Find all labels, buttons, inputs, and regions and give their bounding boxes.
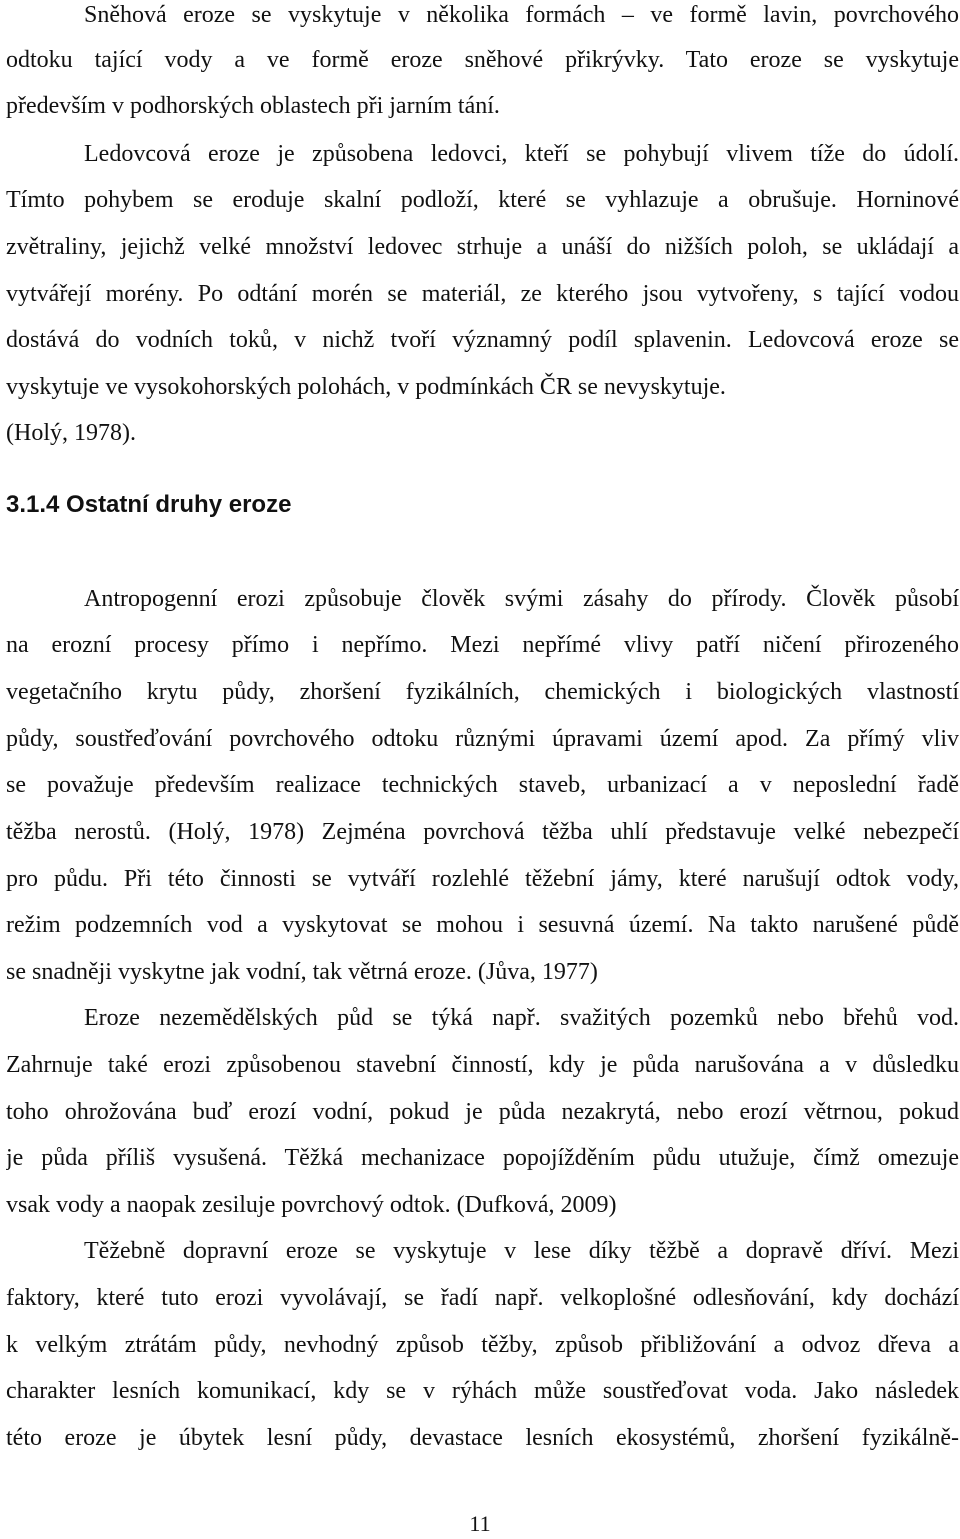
text-line: Zahrnuje také erozi způsobenou stavební činností, kdy je půda narušována a v důsledku xyxy=(6,1052,959,1078)
text-line: (Holý, 1978). xyxy=(6,420,136,446)
text-line: Sněhová eroze se vyskytuje v několika formách – ve formě lavin, povrchového xyxy=(84,2,959,28)
text-line: dostává do vodních toků, v nichž tvoří významný podíl splavenin. Ledovcová eroze se xyxy=(6,327,959,353)
text-line: Ledovcová eroze je způsobena ledovci, kteří se pohybují vlivem tíže do údolí. xyxy=(84,141,959,167)
text-line: na erozní procesy přímo i nepřímo. Mezi nepřímé vlivy patří ničení přirozeného xyxy=(6,632,959,658)
text-line: zvětraliny, jejichž velké množství ledovec strhuje a unáší do nižších poloh, se ukládají a xyxy=(6,234,959,260)
page-number: 11 xyxy=(469,1511,491,1536)
text-line: vytvářejí morény. Po odtání morén se materiál, ze kterého jsou vytvořeny, s tající vodou xyxy=(6,281,959,307)
text-line: je půda příliš vysušená. Těžká mechanizace popojížděním půdu utužuje, čímž omezuje xyxy=(6,1145,959,1171)
text-line: toho ohrožována buď erozí vodní, pokud je půda nezakrytá, nebo erozí větrnou, pokud xyxy=(6,1099,959,1125)
text-line: Těžebně dopravní eroze se vyskytuje v lese díky těžbě a dopravě dříví. Mezi xyxy=(84,1238,959,1264)
text-line: pro půdu. Při této činnosti se vytváří rozlehlé těžební jámy, které narušují odtok vody, xyxy=(6,866,959,892)
text-line: se považuje především realizace technických staveb, urbanizací a v neposlední řadě xyxy=(6,772,959,798)
text-line: k velkým ztrátám půdy, nevhodný způsob těžby, způsob přibližování a odvoz dřeva a xyxy=(6,1332,959,1358)
section-heading: 3.1.4 Ostatní druhy eroze xyxy=(6,491,292,518)
text-line: vegetačního krytu půdy, zhoršení fyzikálních, chemických i biologických vlastností xyxy=(6,679,959,705)
text-line: této eroze je úbytek lesní půdy, devastace lesních ekosystémů, zhoršení fyzikálně- xyxy=(6,1425,959,1451)
text-line: především v podhorských oblastech při jarním tání. xyxy=(6,93,500,119)
text-line: vsak vody a naopak zesiluje povrchový odtok. (Dufková, 2009) xyxy=(6,1192,617,1218)
text-line: půdy, soustřeďování povrchového odtoku různými úpravami území apod. Za přímý vliv xyxy=(6,726,959,752)
text-line: odtoku tající vody a ve formě eroze sněhové přikrývky. Tato eroze se vyskytuje xyxy=(6,47,959,73)
text-line: se snadněji vyskytne jak vodní, tak větrná eroze. (Jůva, 1977) xyxy=(6,959,598,985)
text-line: Eroze nezemědělských půd se týká např. svažitých pozemků nebo břehů vod. xyxy=(84,1005,959,1031)
text-line: vyskytuje ve vysokohorských polohách, v podmínkách ČR se nevyskytuje. xyxy=(6,374,726,400)
text-line: Antropogenní erozi způsobuje člověk svými zásahy do přírody. Člověk působí xyxy=(84,586,959,612)
text-line: charakter lesních komunikací, kdy se v rýhách může soustřeďovat voda. Jako následek xyxy=(6,1378,959,1404)
text-line: faktory, které tuto erozi vyvolávají, se řadí např. velkoplošné odlesňování, kdy dochází xyxy=(6,1285,959,1311)
text-line: Tímto pohybem se eroduje skalní podloží, které se vyhlazuje a obrušuje. Horninové xyxy=(6,187,959,213)
text-line: režim podzemních vod a vyskytovat se mohou i sesuvná území. Na takto narušené půdě xyxy=(6,912,959,938)
text-line: těžba nerostů. (Holý, 1978) Zejména povrchová těžba uhlí představuje velké nebezpečí xyxy=(6,819,959,845)
